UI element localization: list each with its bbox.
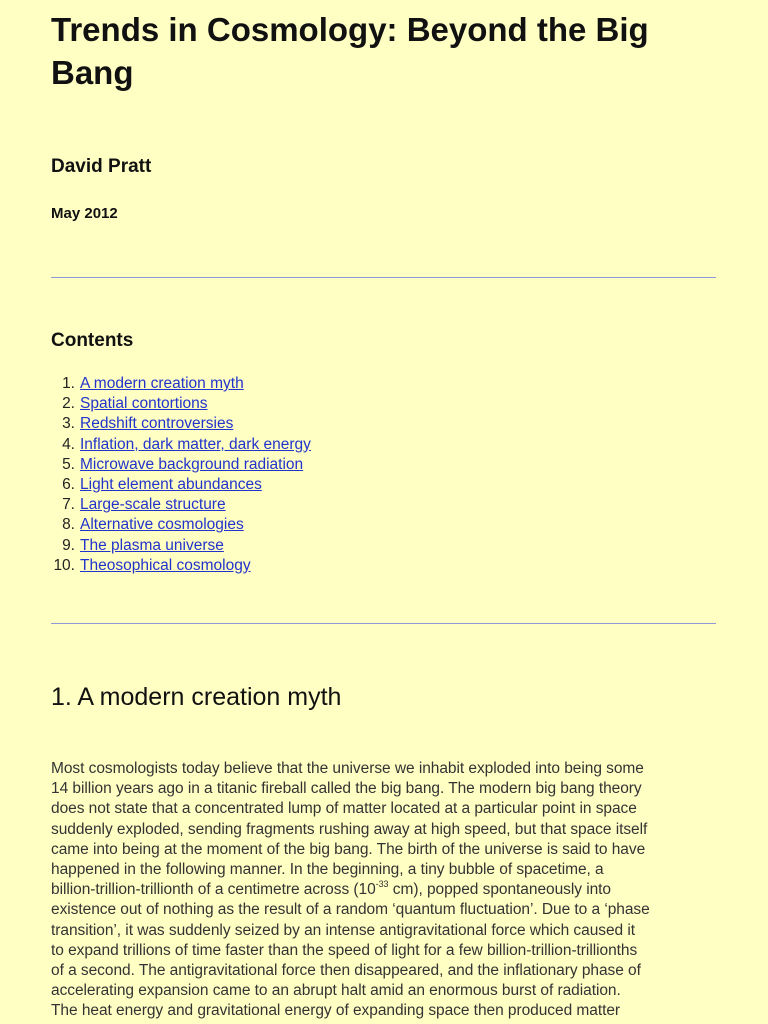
toc-item — [51, 394, 311, 414]
paragraph-line — [51, 880, 719, 900]
exponent: -33 — [375, 879, 389, 890]
toc-item — [51, 455, 311, 475]
paragraph-line: 14 billion years ago in a titanic fireball called the big bang. The modern big bang theory — [51, 780, 642, 798]
toc-number: 7. — [62, 496, 75, 514]
toc-number: 6. — [62, 475, 75, 493]
paragraph-line: transition’, it was suddenly seized by an intense antigravitational force which caused it — [51, 921, 636, 939]
body-paragraph — [51, 759, 719, 1022]
paragraph-line: does not state that a concentrated lump of matter located at a particular point in space — [51, 800, 637, 818]
divider — [51, 277, 716, 278]
author-name: David Pratt — [51, 156, 152, 177]
publication-date: May 2012 — [51, 205, 118, 222]
toc-link-large-scale-structure[interactable]: Large-scale structure — [80, 496, 226, 514]
toc-item — [51, 495, 311, 515]
section-heading: 1. A modern creation myth — [51, 683, 342, 711]
divider — [51, 623, 716, 624]
toc-link-theosophical-cosmology[interactable]: Theosophical cosmology — [80, 556, 251, 574]
line-text: billion-trillion-trillionth of a centimetre across (10 — [51, 881, 376, 899]
toc-item — [51, 435, 311, 455]
paragraph-line: came into being at the moment of the big bang. The birth of the universe is said to have — [51, 840, 646, 858]
toc-link-spatial-contortions[interactable]: Spatial contortions — [80, 395, 208, 413]
toc-link-redshift-controversies[interactable]: Redshift controversies — [80, 415, 234, 433]
toc-number: 1. — [62, 375, 75, 392]
paragraph-line: to expand trillions of time faster than the speed of light for a few billion-trillion-trillionths — [51, 941, 638, 959]
toc-number: 3. — [62, 415, 75, 433]
toc-item — [51, 536, 311, 556]
toc-number: 4. — [62, 435, 75, 453]
toc-number: 9. — [62, 536, 75, 554]
page-title: Trends in Cosmology: Beyond the Big Bang — [51, 11, 649, 91]
toc-number: 2. — [62, 395, 75, 413]
paragraph-line: of a second. The antigravitational force then disappeared, and the inflationary phase of — [51, 962, 641, 980]
paragraph-line: Most cosmologists today believe that the universe we inhabit exploded into being some — [51, 760, 644, 777]
toc-item — [51, 374, 311, 394]
paragraph-line: suddenly exploded, sending fragments rushing away at high speed, but that space itself — [51, 820, 648, 838]
toc-item — [51, 515, 311, 535]
toc-number: 5. — [62, 455, 75, 473]
line-text: cm), popped spontaneously into — [388, 881, 611, 899]
toc-link-microwave-background[interactable]: Microwave background radiation — [80, 455, 304, 473]
table-of-contents — [51, 374, 311, 576]
paragraph-line: happened in the following manner. In the beginning, a tiny bubble of spacetime, a — [51, 861, 604, 879]
paragraph-line: The heat energy and gravitational energy of expanding space then produced matter — [51, 1002, 621, 1020]
toc-item — [51, 414, 311, 434]
contents-heading: Contents — [51, 330, 134, 351]
paragraph-line: accelerating expansion came to an abrupt halt amid an enormous burst of radiation. — [51, 982, 621, 1000]
toc-link-alternative-cosmologies[interactable]: Alternative cosmologies — [80, 516, 244, 534]
toc-link-modern-creation-myth[interactable]: A modern creation myth — [80, 375, 244, 392]
toc-number: 8. — [62, 516, 75, 534]
toc-item — [51, 475, 311, 495]
toc-link-plasma-universe[interactable]: The plasma universe — [80, 536, 224, 554]
toc-link-inflation-dark-matter[interactable]: Inflation, dark matter, dark energy — [80, 435, 311, 453]
toc-item — [51, 556, 311, 576]
paragraph-line: existence out of nothing as the result of a random ‘quantum fluctuation’. Due to a ‘phase — [51, 901, 650, 919]
toc-link-light-element-abundances[interactable]: Light element abundances — [80, 475, 262, 493]
toc-number: 10. — [53, 556, 75, 574]
